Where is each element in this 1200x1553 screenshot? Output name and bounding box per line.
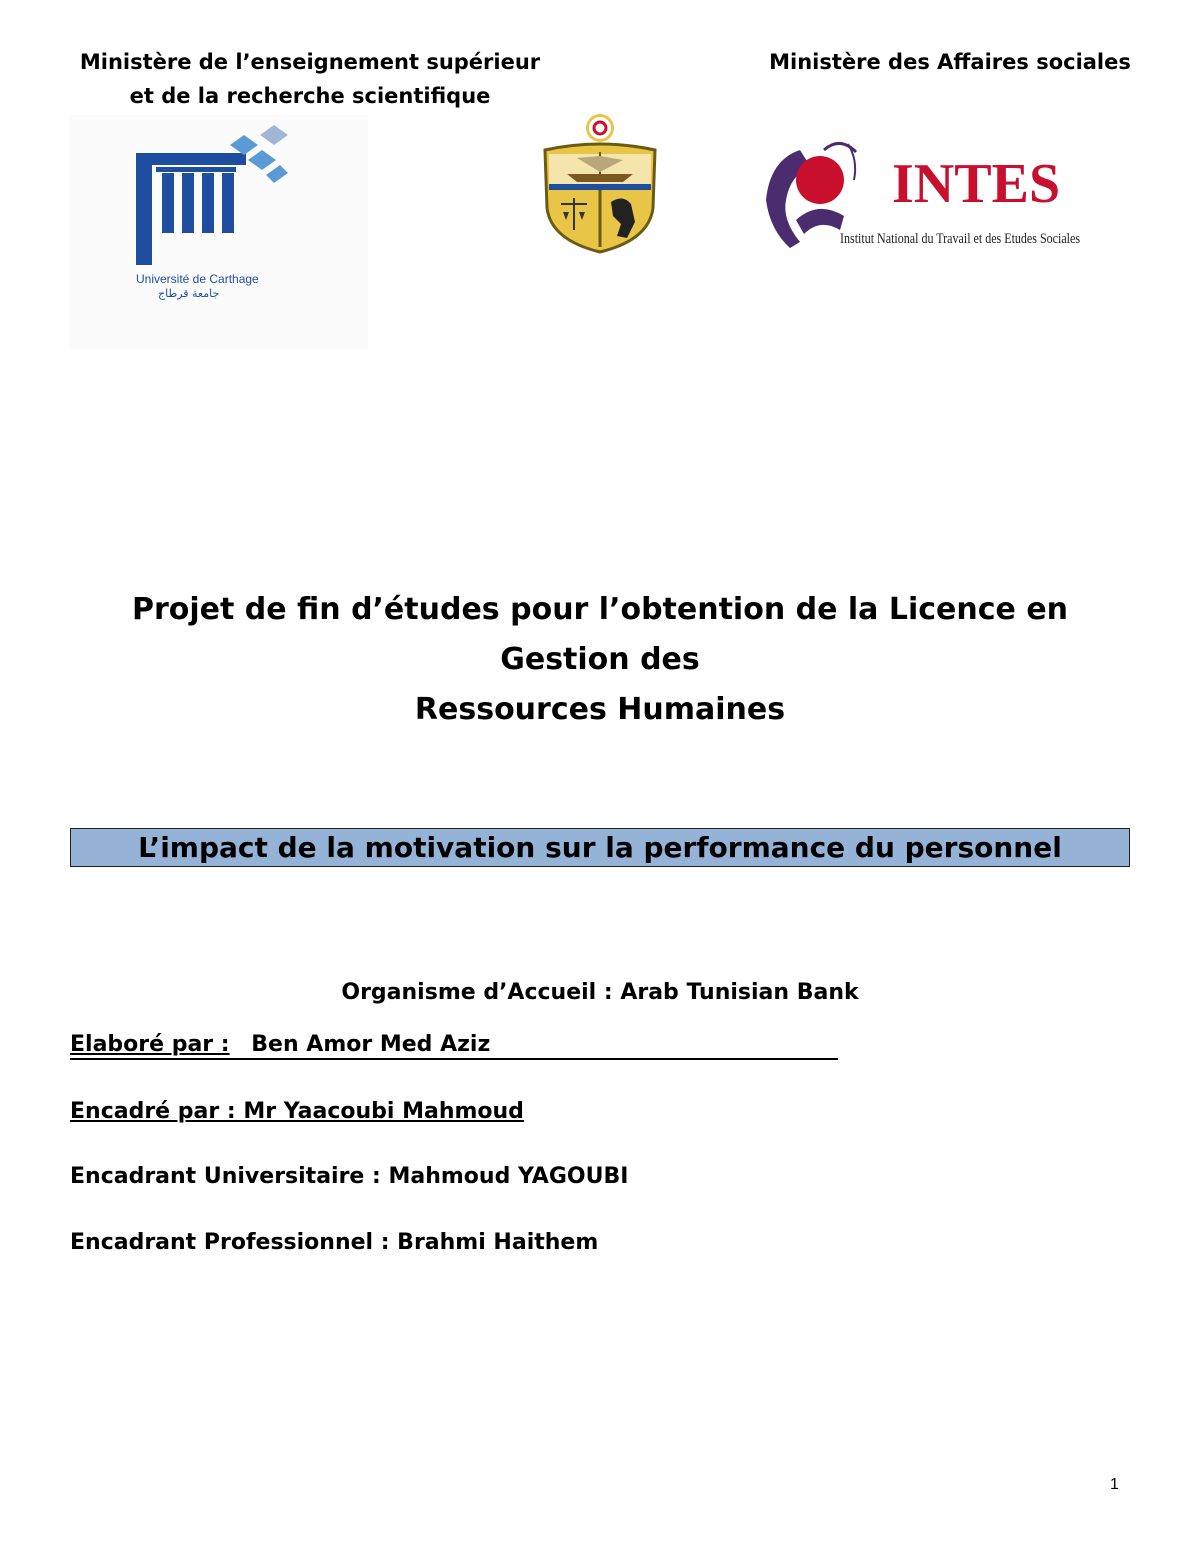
- tunisia-coat-of-arms-logo: [537, 112, 663, 256]
- intes-logo: [760, 130, 1090, 255]
- author-name: Ben Amor Med Aziz: [251, 1032, 491, 1057]
- university-carthage-logo: [70, 115, 368, 350]
- host-organization: Organisme d’Accueil : Arab Tunisian Bank: [341, 980, 859, 1005]
- intes-name: INTES: [892, 153, 1061, 215]
- author-line: [70, 1030, 838, 1060]
- author-label: Elaboré par :: [70, 1032, 230, 1057]
- report-title: [70, 585, 1130, 735]
- ministry-left-line1: Ministère de l’enseignement supérieur: [79, 50, 541, 74]
- subject-banner: L’impact de la motivation sur la performance du personnel: [70, 828, 1130, 867]
- carthage-caption: Université de Carthage: [136, 272, 259, 286]
- report-title-line1: Projet de fin d’études pour l’obtention de la Licence en Gestion des: [131, 592, 1069, 677]
- page-number: 1: [1110, 1476, 1119, 1493]
- professional-supervisor: Encadrant Professionnel : Brahmi Haithem: [70, 1230, 599, 1255]
- academic-supervisor: Encadrant Universitaire : Mahmoud YAGOUBI: [70, 1164, 629, 1189]
- carthage-caption-ar: جامعة قرطاج: [158, 287, 220, 300]
- ministry-left-line2: et de la recherche scientifique: [129, 84, 491, 108]
- supervisor-line: [70, 1097, 524, 1127]
- supervisor-text: Encadré par : Mr Yaacoubi Mahmoud: [70, 1099, 524, 1124]
- report-title-line2: Ressources Humaines: [414, 692, 786, 727]
- ministry-right: Ministère des Affaires sociales: [769, 50, 1131, 74]
- intes-caption: Institut National du Travail et des Etudes Sociales: [840, 231, 1081, 247]
- ministry-left: [70, 45, 550, 113]
